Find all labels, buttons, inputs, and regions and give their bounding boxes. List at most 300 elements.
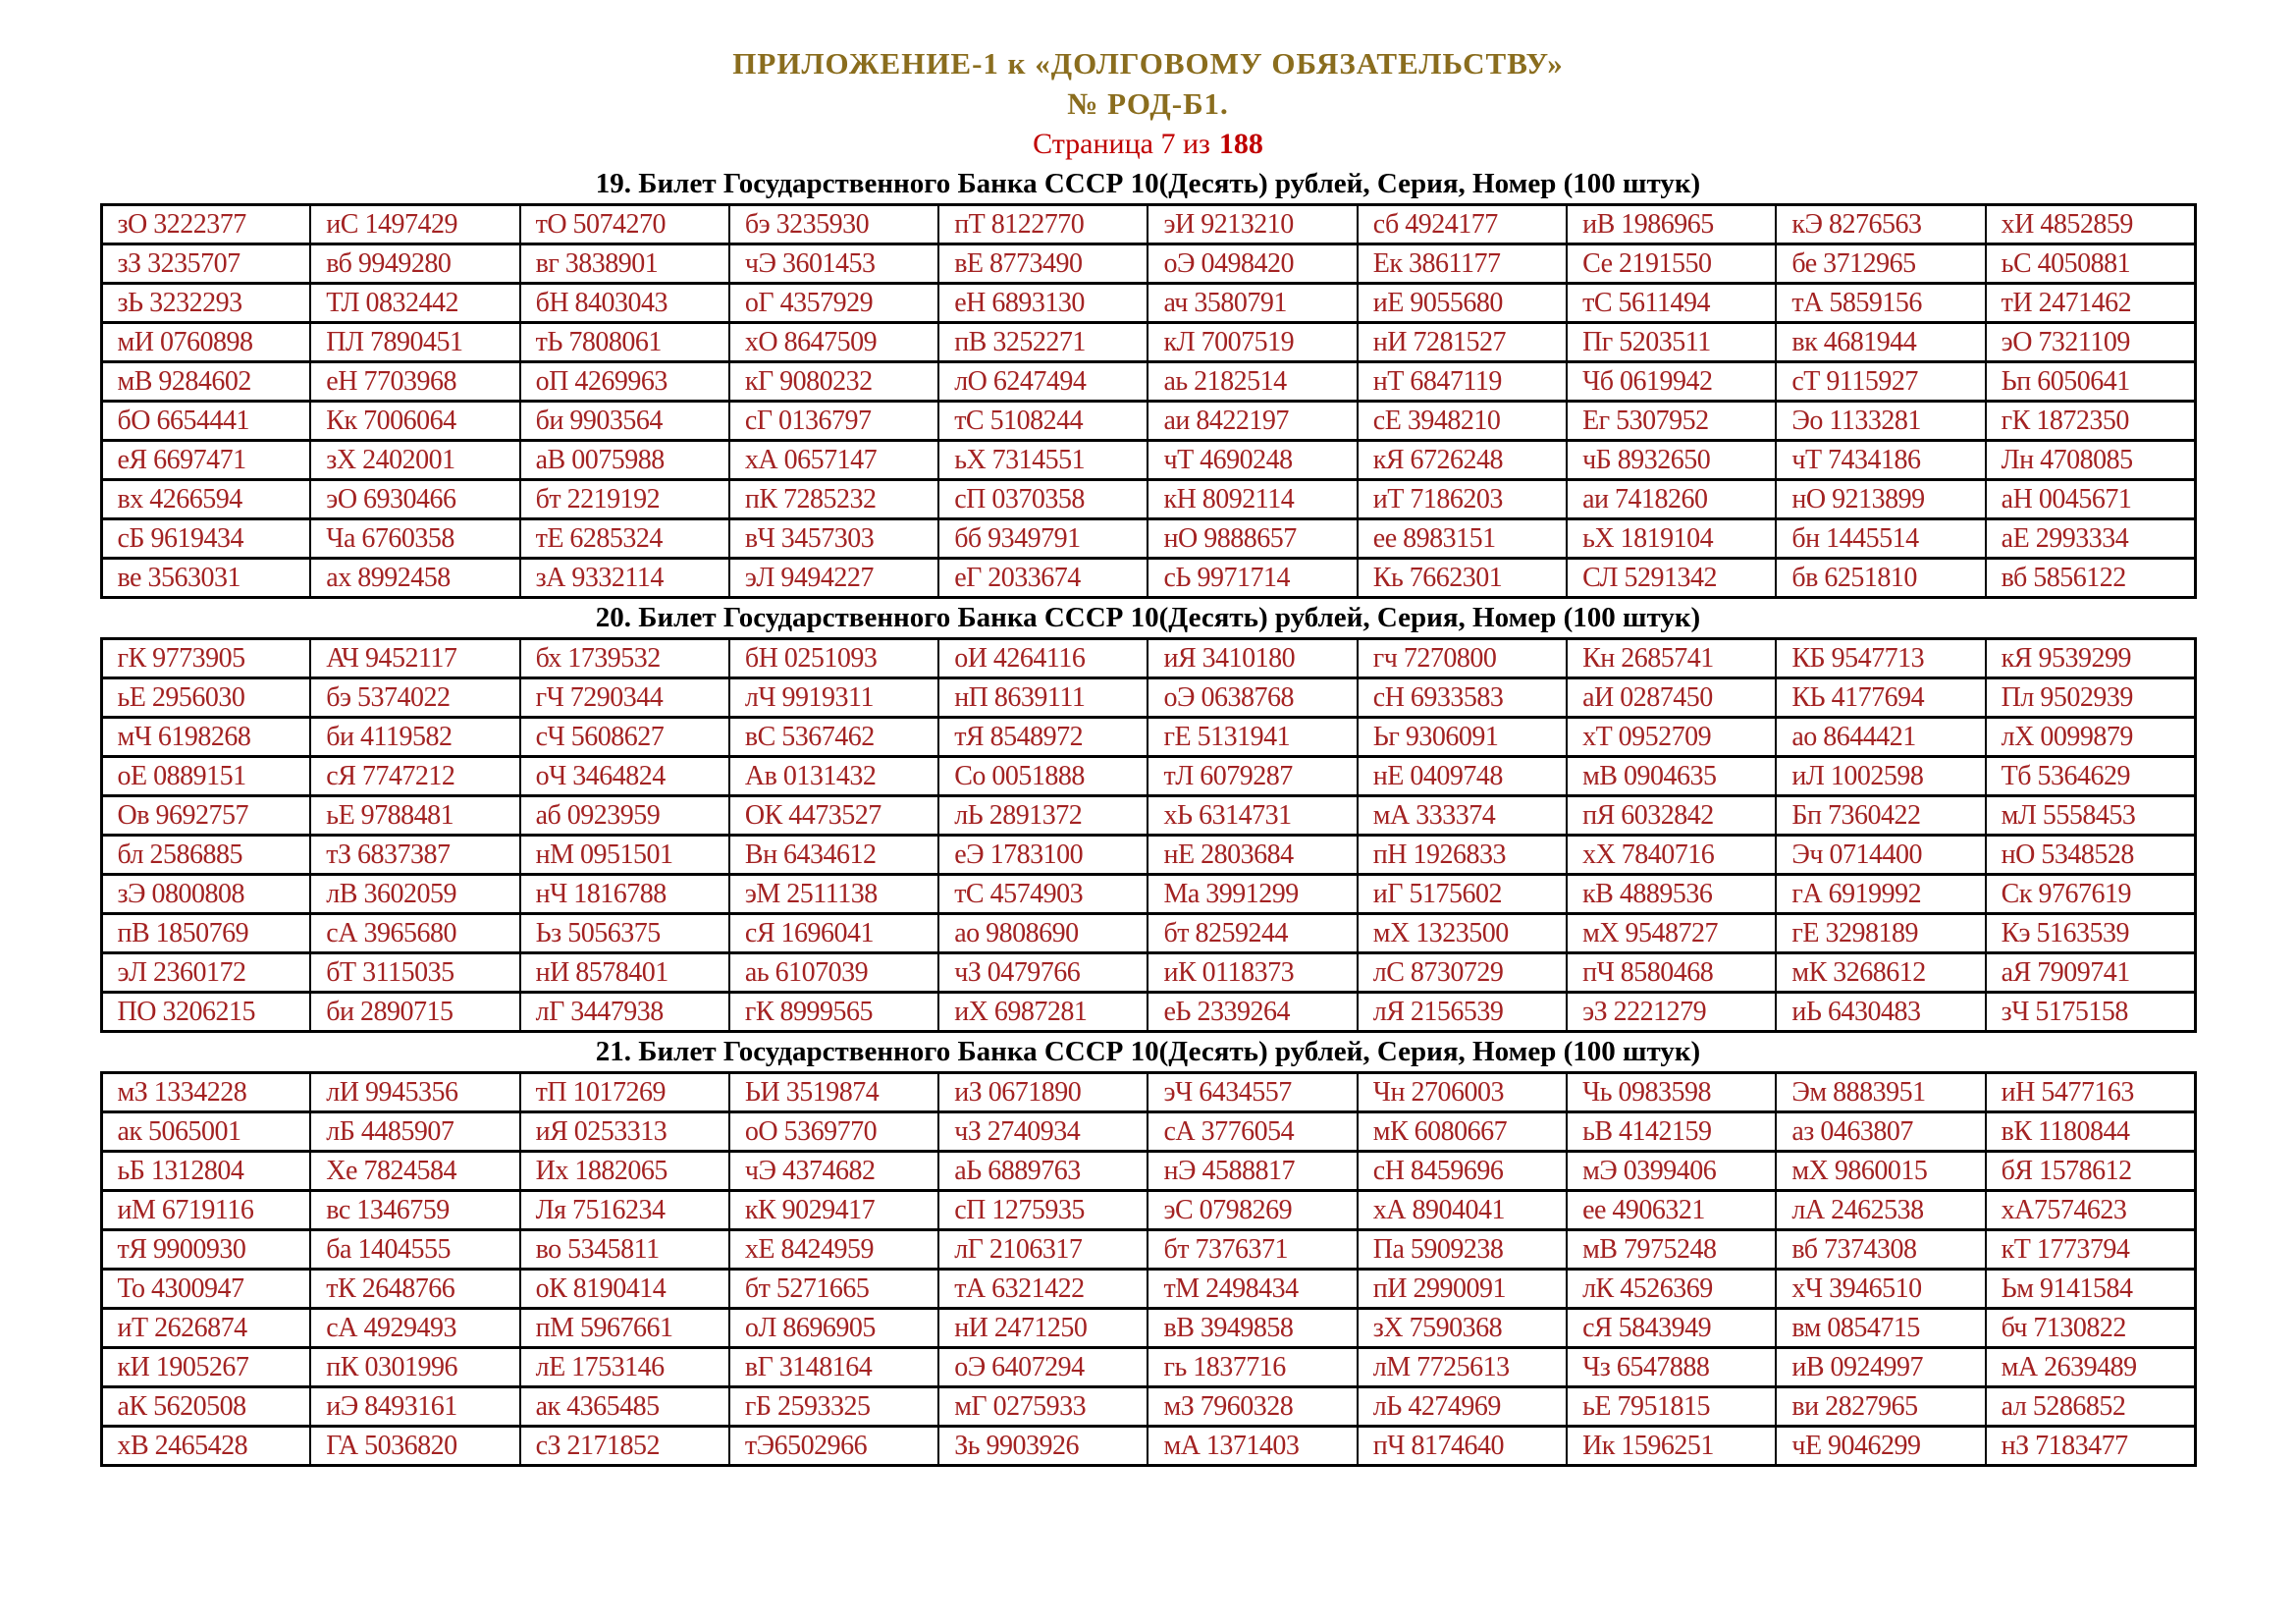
table-row (101, 1112, 2195, 1152)
table-row (101, 519, 2195, 559)
serial-cell: иЯ 0253313 (520, 1112, 729, 1152)
serial-cell: нИ 2471250 (938, 1309, 1148, 1348)
serial-cell: нИ 8578401 (520, 953, 729, 993)
serial-cell: гЧ 7290344 (520, 678, 729, 718)
serial-cell: нЗ 7183477 (1986, 1427, 2195, 1466)
serial-cell: вб 5856122 (1986, 559, 2195, 598)
serial-cell: Пг 5203511 (1567, 323, 1776, 362)
serial-cell: еГ 2033674 (938, 559, 1148, 598)
serial-cell: Пл 9502939 (1986, 678, 2195, 718)
serial-cell: зХ 7590368 (1358, 1309, 1567, 1348)
serial-cell: Лн 4708085 (1986, 441, 2195, 480)
serial-cell: чТ 4690248 (1148, 441, 1357, 480)
serial-cell: хА 8904041 (1358, 1191, 1567, 1230)
serial-cell: аИ 0287450 (1567, 678, 1776, 718)
serial-cell: бб 9349791 (938, 519, 1148, 559)
serial-cell: тЗ 6837387 (310, 836, 519, 875)
serial-cell: Ма 3991299 (1148, 875, 1357, 914)
serial-cell: вЧ 3457303 (729, 519, 938, 559)
serial-cell: тЭ6502966 (729, 1427, 938, 1466)
serial-cell: эИ 9213210 (1148, 205, 1357, 244)
serial-cell: ви 2827965 (1776, 1387, 1985, 1427)
table-row (101, 402, 2195, 441)
serial-table (100, 637, 2197, 1033)
serial-cell: хТ 0952709 (1567, 718, 1776, 757)
serial-cell: Бп 7360422 (1776, 796, 1985, 836)
serial-cell: кТ 1773794 (1986, 1230, 2195, 1270)
serial-cell: аь 6107039 (729, 953, 938, 993)
serial-cell: сТ 9115927 (1776, 362, 1985, 402)
serial-cell: оК 8190414 (520, 1270, 729, 1309)
serial-cell: сЗ 2171852 (520, 1427, 729, 1466)
table-row (101, 678, 2195, 718)
serial-cell: сБ 9619434 (101, 519, 310, 559)
serial-cell: иМ 6719116 (101, 1191, 310, 1230)
serial-cell: кЯ 6726248 (1358, 441, 1567, 480)
serial-cell: аз 0463807 (1776, 1112, 1985, 1152)
serial-cell: иЗ 0671890 (938, 1073, 1148, 1112)
serial-cell: хЧ 3946510 (1776, 1270, 1985, 1309)
page-indicator-text: Страница 7 из (1033, 128, 1210, 160)
serial-cell: еЭ 1783100 (938, 836, 1148, 875)
serial-cell: вс 1346759 (310, 1191, 519, 1230)
serial-cell: ак 5065001 (101, 1112, 310, 1152)
serial-cell: мА 1371403 (1148, 1427, 1357, 1466)
serial-cell: тА 5859156 (1776, 284, 1985, 323)
serial-cell: лЬ 2891372 (938, 796, 1148, 836)
serial-cell: сА 4929493 (310, 1309, 519, 1348)
serial-cell: иК 0118373 (1148, 953, 1357, 993)
serial-cell: оГ 4357929 (729, 284, 938, 323)
serial-cell: лЕ 1753146 (520, 1348, 729, 1387)
serial-cell: нЧ 1816788 (520, 875, 729, 914)
table-heading: 20. Билет Государственного Банка СССР 10(Десять) рублей, Серия, Номер (100 штук) (595, 602, 1701, 633)
table-row (101, 836, 2195, 875)
serial-cell: аЯ 7909741 (1986, 953, 2195, 993)
table-row (101, 1387, 2195, 1427)
table-row (101, 1270, 2195, 1309)
serial-cell: кИ 1905267 (101, 1348, 310, 1387)
serial-cell: бх 1739532 (520, 639, 729, 678)
serial-cell: мХ 9860015 (1776, 1152, 1985, 1191)
serial-cell: мК 6080667 (1358, 1112, 1567, 1152)
serial-cell: нТ 6847119 (1358, 362, 1567, 402)
serial-cell: вг 3838901 (520, 244, 729, 284)
serial-cell: ах 8992458 (310, 559, 519, 598)
serial-cell: бэ 5374022 (310, 678, 519, 718)
serial-cell: хА 0657147 (729, 441, 938, 480)
serial-cell: бэ 3235930 (729, 205, 938, 244)
serial-cell: нЕ 0409748 (1358, 757, 1567, 796)
serial-cell: мА 333374 (1358, 796, 1567, 836)
serial-cell: иВ 0924997 (1776, 1348, 1985, 1387)
serial-cell: бН 0251093 (729, 639, 938, 678)
serial-cell: ьВ 4142159 (1567, 1112, 1776, 1152)
serial-cell: би 4119582 (310, 718, 519, 757)
serial-cell: Кн 2685741 (1567, 639, 1776, 678)
serial-cell: зА 9332114 (520, 559, 729, 598)
serial-cell: Кэ 5163539 (1986, 914, 2195, 953)
table-row (101, 284, 2195, 323)
serial-cell: гь 1837716 (1148, 1348, 1357, 1387)
serial-cell: Чз 6547888 (1567, 1348, 1776, 1387)
serial-cell: Ьз 5056375 (520, 914, 729, 953)
serial-cell: бт 7376371 (1148, 1230, 1357, 1270)
serial-cell: ОК 4473527 (729, 796, 938, 836)
serial-cell: бт 8259244 (1148, 914, 1357, 953)
serial-cell: бт 2219192 (520, 480, 729, 519)
serial-cell: сЕ 3948210 (1358, 402, 1567, 441)
serial-cell: сЧ 5608627 (520, 718, 729, 757)
serial-cell: бч 7130822 (1986, 1309, 2195, 1348)
serial-tables-container (0, 168, 2296, 1467)
serial-cell: хА7574623 (1986, 1191, 2195, 1230)
serial-cell: Эо 1133281 (1776, 402, 1985, 441)
serial-cell: пЧ 8174640 (1358, 1427, 1567, 1466)
serial-cell: сА 3776054 (1148, 1112, 1357, 1152)
serial-cell: вб 9949280 (310, 244, 519, 284)
serial-cell: пК 0301996 (310, 1348, 519, 1387)
table-row (101, 639, 2195, 678)
serial-cell: хО 8647509 (729, 323, 938, 362)
serial-cell: оО 5369770 (729, 1112, 938, 1152)
serial-cell: вм 0854715 (1776, 1309, 1985, 1348)
serial-cell: бе 3712965 (1776, 244, 1985, 284)
serial-cell: иС 1497429 (310, 205, 519, 244)
serial-cell: пЧ 8580468 (1567, 953, 1776, 993)
serial-cell: чЕ 9046299 (1776, 1427, 1985, 1466)
serial-cell: вк 4681944 (1776, 323, 1985, 362)
serial-cell: мВ 9284602 (101, 362, 310, 402)
serial-cell: вЕ 8773490 (938, 244, 1148, 284)
serial-cell: ее 4906321 (1567, 1191, 1776, 1230)
serial-cell: мЗ 7960328 (1148, 1387, 1357, 1427)
serial-cell: Эм 8883951 (1776, 1073, 1985, 1112)
serial-cell: сП 0370358 (938, 480, 1148, 519)
serial-cell: АЧ 9452117 (310, 639, 519, 678)
table-row (101, 362, 2195, 402)
table-row (101, 1073, 2195, 1112)
serial-cell: аН 0045671 (1986, 480, 2195, 519)
serial-cell: би 2890715 (310, 993, 519, 1032)
serial-cell: ее 8983151 (1358, 519, 1567, 559)
serial-cell: аи 8422197 (1148, 402, 1357, 441)
serial-cell: лК 4526369 (1567, 1270, 1776, 1309)
serial-cell: мЭ 0399406 (1567, 1152, 1776, 1191)
serial-cell: аЕ 2993334 (1986, 519, 2195, 559)
serial-cell: Тб 5364629 (1986, 757, 2195, 796)
serial-cell: мИ 0760898 (101, 323, 310, 362)
serial-cell: лВ 3602059 (310, 875, 519, 914)
serial-cell: пИ 2990091 (1358, 1270, 1567, 1309)
serial-cell: ьБ 1312804 (101, 1152, 310, 1191)
serial-cell: нИ 7281527 (1358, 323, 1567, 362)
page-indicator (0, 124, 2296, 165)
serial-cell: тЯ 8548972 (938, 718, 1148, 757)
serial-cell: зО 3222377 (101, 205, 310, 244)
serial-table (100, 203, 2197, 599)
serial-cell: кН 8092114 (1148, 480, 1357, 519)
serial-cell: иЬ 6430483 (1776, 993, 1985, 1032)
serial-cell: лЬ 4274969 (1358, 1387, 1567, 1427)
serial-cell: сЯ 1696041 (729, 914, 938, 953)
serial-cell: лС 8730729 (1358, 953, 1567, 993)
serial-cell: тМ 2498434 (1148, 1270, 1357, 1309)
serial-cell: КЬ 4177694 (1776, 678, 1985, 718)
serial-cell: Ек 3861177 (1358, 244, 1567, 284)
serial-cell: ве 3563031 (101, 559, 310, 598)
serial-cell: Вн 6434612 (729, 836, 938, 875)
serial-cell: аб 0923959 (520, 796, 729, 836)
serial-cell: вС 5367462 (729, 718, 938, 757)
serial-cell: тЛ 6079287 (1148, 757, 1357, 796)
table-row (101, 1427, 2195, 1466)
serial-cell: чЭ 4374682 (729, 1152, 938, 1191)
serial-cell: пК 7285232 (729, 480, 938, 519)
serial-cell: гА 6919992 (1776, 875, 1985, 914)
serial-cell: кГ 9080232 (729, 362, 938, 402)
serial-cell: гК 9773905 (101, 639, 310, 678)
serial-cell: иТ 7186203 (1358, 480, 1567, 519)
serial-cell: пН 1926833 (1358, 836, 1567, 875)
table-row (101, 1348, 2195, 1387)
serial-cell: Кк 7006064 (310, 402, 519, 441)
serial-cell: чЗ 2740934 (938, 1112, 1148, 1152)
serial-cell: оИ 4264116 (938, 639, 1148, 678)
table-row (101, 875, 2195, 914)
serial-cell: бН 8403043 (520, 284, 729, 323)
serial-cell: тС 5108244 (938, 402, 1148, 441)
serial-cell: кК 9029417 (729, 1191, 938, 1230)
serial-cell: эМ 2511138 (729, 875, 938, 914)
serial-cell: пВ 3252271 (938, 323, 1148, 362)
serial-cell: вК 1180844 (1986, 1112, 2195, 1152)
serial-cell: сЬ 9971714 (1148, 559, 1357, 598)
serial-cell: лА 2462538 (1776, 1191, 1985, 1230)
serial-cell: мЛ 5558453 (1986, 796, 2195, 836)
serial-cell: лМ 7725613 (1358, 1348, 1567, 1387)
serial-cell: еЬ 2339264 (1148, 993, 1357, 1032)
serial-cell: чЭ 3601453 (729, 244, 938, 284)
serial-cell: ПО 3206215 (101, 993, 310, 1032)
serial-cell: гЕ 3298189 (1776, 914, 1985, 953)
serial-cell: хВ 2465428 (101, 1427, 310, 1466)
serial-cell: эЛ 9494227 (729, 559, 938, 598)
serial-cell: чТ 7434186 (1776, 441, 1985, 480)
serial-cell: лЯ 2156539 (1358, 993, 1567, 1032)
serial-cell: иЛ 1002598 (1776, 757, 1985, 796)
table-row (101, 480, 2195, 519)
serial-cell: ао 9808690 (938, 914, 1148, 953)
table-row (101, 914, 2195, 953)
serial-cell: Чб 0619942 (1567, 362, 1776, 402)
serial-cell: вх 4266594 (101, 480, 310, 519)
serial-cell: гК 8999565 (729, 993, 938, 1032)
serial-cell: нО 5348528 (1986, 836, 2195, 875)
serial-cell: бТ 3115035 (310, 953, 519, 993)
serial-cell: вВ 3949858 (1148, 1309, 1357, 1348)
page-total: 188 (1218, 128, 1263, 160)
serial-cell: кВ 4889536 (1567, 875, 1776, 914)
serial-cell: ач 3580791 (1148, 284, 1357, 323)
table-row (101, 205, 2195, 244)
serial-cell: хИ 4852859 (1986, 205, 2195, 244)
serial-cell: оЭ 0498420 (1148, 244, 1357, 284)
serial-cell: зЧ 5175158 (1986, 993, 2195, 1032)
serial-cell: бт 5271665 (729, 1270, 938, 1309)
document-subtitle: № РОД-Б1. (1067, 86, 1229, 121)
serial-cell: ГА 5036820 (310, 1427, 519, 1466)
table-row (101, 757, 2195, 796)
serial-cell: чБ 8932650 (1567, 441, 1776, 480)
serial-cell: ьЕ 9788481 (310, 796, 519, 836)
table-row (101, 323, 2195, 362)
table-row (101, 1152, 2195, 1191)
serial-cell: иХ 6987281 (938, 993, 1148, 1032)
serial-cell: лХ 0099879 (1986, 718, 2195, 757)
serial-cell: пВ 1850769 (101, 914, 310, 953)
serial-table (100, 1071, 2197, 1467)
serial-cell: мК 3268612 (1776, 953, 1985, 993)
serial-cell: тК 2648766 (310, 1270, 519, 1309)
serial-cell: аВ 0075988 (520, 441, 729, 480)
serial-cell: мА 2639489 (1986, 1348, 2195, 1387)
serial-cell: оЭ 6407294 (938, 1348, 1148, 1387)
table-row (101, 244, 2195, 284)
serial-cell: ЬИ 3519874 (729, 1073, 938, 1112)
table-row (101, 559, 2195, 598)
table-row (101, 993, 2195, 1032)
serial-cell: ьС 4050881 (1986, 244, 2195, 284)
serial-cell: тИ 2471462 (1986, 284, 2195, 323)
serial-cell: бЯ 1578612 (1986, 1152, 2195, 1191)
serial-cell: Со 0051888 (938, 757, 1148, 796)
serial-cell: еН 6893130 (938, 284, 1148, 323)
document-title: ПРИЛОЖЕНИЕ-1 к «ДОЛГОВОМУ ОБЯЗАТЕЛЬСТВУ» (732, 46, 1564, 81)
serial-cell: сА 3965680 (310, 914, 519, 953)
serial-cell: нЭ 4588817 (1148, 1152, 1357, 1191)
serial-cell: лБ 4485907 (310, 1112, 519, 1152)
serial-cell: оЭ 0638768 (1148, 678, 1357, 718)
serial-cell: ПЛ 7890451 (310, 323, 519, 362)
serial-cell: Их 1882065 (520, 1152, 729, 1191)
serial-cell: мХ 9548727 (1567, 914, 1776, 953)
serial-cell: тЕ 6285324 (520, 519, 729, 559)
serial-cell: Па 5909238 (1358, 1230, 1567, 1270)
serial-cell: Ьм 9141584 (1986, 1270, 2195, 1309)
serial-cell: ак 4365485 (520, 1387, 729, 1427)
serial-cell: эЗ 2221279 (1567, 993, 1776, 1032)
serial-cell: аь 2182514 (1148, 362, 1357, 402)
serial-cell: нМ 0951501 (520, 836, 729, 875)
serial-cell: иЕ 9055680 (1358, 284, 1567, 323)
serial-cell: мГ 0275933 (938, 1387, 1148, 1427)
serial-cell: мВ 0904635 (1567, 757, 1776, 796)
serial-cell: нЕ 2803684 (1148, 836, 1357, 875)
serial-cell: Се 2191550 (1567, 244, 1776, 284)
table-row (101, 1191, 2195, 1230)
serial-cell: сЯ 7747212 (310, 757, 519, 796)
table-heading: 21. Билет Государственного Банка СССР 10(Десять) рублей, Серия, Номер (100 штук) (595, 1036, 1701, 1067)
serial-cell: вб 7374308 (1776, 1230, 1985, 1270)
serial-cell: нО 9888657 (1148, 519, 1357, 559)
table-row (101, 796, 2195, 836)
serial-cell: Чь 0983598 (1567, 1073, 1776, 1112)
table-row (101, 1309, 2195, 1348)
serial-cell: тС 5611494 (1567, 284, 1776, 323)
serial-cell: бв 6251810 (1776, 559, 1985, 598)
serial-cell: хХ 7840716 (1567, 836, 1776, 875)
serial-cell: лО 6247494 (938, 362, 1148, 402)
serial-cell: Хе 7824584 (310, 1152, 519, 1191)
serial-cell: кЯ 9539299 (1986, 639, 2195, 678)
serial-cell: нП 8639111 (938, 678, 1148, 718)
serial-cell: бл 2586885 (101, 836, 310, 875)
table-row (101, 718, 2195, 757)
serial-cell: Ик 1596251 (1567, 1427, 1776, 1466)
serial-cell: Кь 7662301 (1358, 559, 1567, 598)
serial-cell: СЛ 5291342 (1567, 559, 1776, 598)
serial-cell: сН 6933583 (1358, 678, 1567, 718)
serial-cell: иГ 5175602 (1358, 875, 1567, 914)
serial-cell: мЧ 6198268 (101, 718, 310, 757)
serial-cell: эЛ 2360172 (101, 953, 310, 993)
serial-cell: сб 4924177 (1358, 205, 1567, 244)
serial-cell: мЗ 1334228 (101, 1073, 310, 1112)
serial-cell: оЕ 0889151 (101, 757, 310, 796)
serial-cell: еЯ 6697471 (101, 441, 310, 480)
serial-cell: оЛ 8696905 (729, 1309, 938, 1348)
serial-cell: зЬ 3232293 (101, 284, 310, 323)
serial-cell: тА 6321422 (938, 1270, 1148, 1309)
serial-cell: КБ 9547713 (1776, 639, 1985, 678)
serial-cell: чЗ 0479766 (938, 953, 1148, 993)
table-row (101, 441, 2195, 480)
serial-cell: нО 9213899 (1776, 480, 1985, 519)
serial-cell: Чн 2706003 (1358, 1073, 1567, 1112)
table-row (101, 1230, 2195, 1270)
serial-cell: ьЕ 2956030 (101, 678, 310, 718)
serial-cell: лЧ 9919311 (729, 678, 938, 718)
serial-cell: иТ 2626874 (101, 1309, 310, 1348)
serial-cell: сЯ 5843949 (1567, 1309, 1776, 1348)
serial-cell: би 9903564 (520, 402, 729, 441)
serial-cell: зХ 2402001 (310, 441, 519, 480)
serial-cell: лИ 9945356 (310, 1073, 519, 1112)
serial-cell: Ьг 9306091 (1358, 718, 1567, 757)
serial-cell: тП 1017269 (520, 1073, 729, 1112)
table-heading: 19. Билет Государственного Банка СССР 10(Десять) рублей, Серия, Номер (100 штук) (595, 168, 1701, 199)
serial-cell: эО 6930466 (310, 480, 519, 519)
serial-cell: хЕ 8424959 (729, 1230, 938, 1270)
serial-cell: эО 7321109 (1986, 323, 2195, 362)
serial-cell: кЛ 7007519 (1148, 323, 1357, 362)
serial-cell: хЬ 6314731 (1148, 796, 1357, 836)
serial-cell: гБ 2593325 (729, 1387, 938, 1427)
serial-cell: Ег 5307952 (1567, 402, 1776, 441)
serial-cell: сП 1275935 (938, 1191, 1148, 1230)
serial-cell: аК 5620508 (101, 1387, 310, 1427)
serial-cell: лГ 2106317 (938, 1230, 1148, 1270)
serial-cell: эЧ 6434557 (1148, 1073, 1357, 1112)
serial-cell: иЯ 3410180 (1148, 639, 1357, 678)
serial-cell: тС 4574903 (938, 875, 1148, 914)
serial-cell: Ля 7516234 (520, 1191, 729, 1230)
serial-cell: сГ 0136797 (729, 402, 938, 441)
serial-cell: пМ 5967661 (520, 1309, 729, 1348)
serial-cell: ба 1404555 (310, 1230, 519, 1270)
serial-cell: пЯ 6032842 (1567, 796, 1776, 836)
